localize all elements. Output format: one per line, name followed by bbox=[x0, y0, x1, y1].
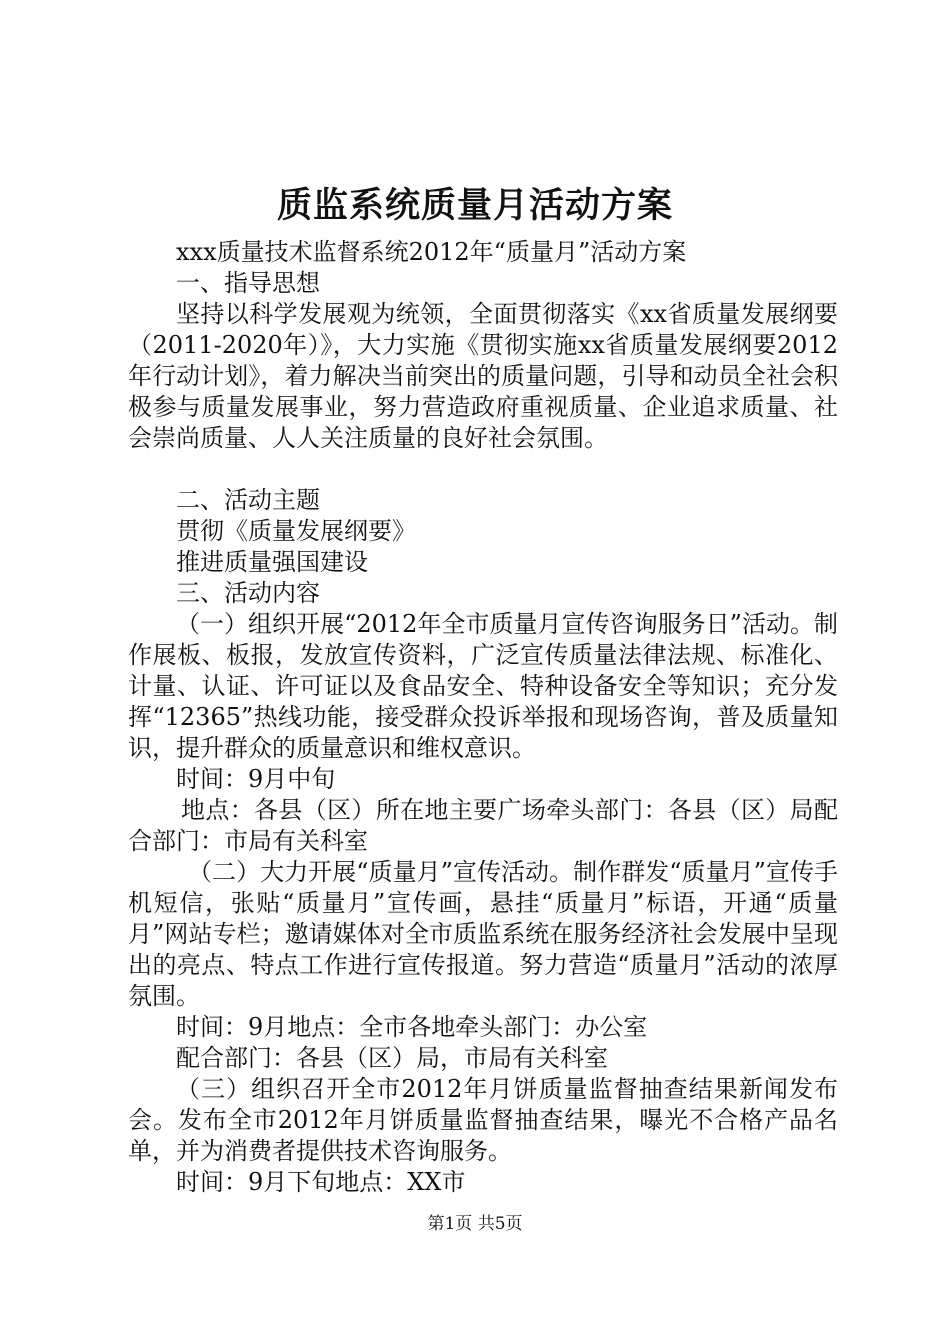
activity-2-departments: 配合部门：各县（区）局，市局有关科室 bbox=[176, 1044, 608, 1072]
activity-1-time: 时间：9月中旬 bbox=[176, 765, 336, 793]
activity-2-time-place: 时间：9月地点：全市各地牵头部门：办公室 bbox=[176, 1013, 648, 1041]
page-footer: 第1页 共5页 bbox=[427, 1214, 523, 1234]
paragraph-activity-1: （一）组织开展“2012年全市质量月宣传咨询服务日”活动。制作展板、板报，发放宣传资料，广泛宣传质量法律法规、标准化、计量、认证、许可证以及食品安全、特种设备安全等知识；充分发挥“12365”热线功能，接受群众投诉举报和现场咨询，普及质量知识，提升群众的质量意识和维权意识。 bbox=[128, 610, 838, 762]
section-heading-content: 三、活动内容 bbox=[176, 579, 320, 607]
theme-line-1: 贯彻《质量发展纲要》 bbox=[176, 517, 416, 545]
paragraph-activity-3: （三）组织召开全市2012年月饼质量监督抽查结果新闻发布会。发布全市2012年月饼质量监督抽查结果，曝光不合格产品名单，并为消费者提供技术咨询服务。 bbox=[128, 1075, 838, 1165]
activity-3-time-place: 时间：9月下旬地点：XX市 bbox=[176, 1168, 466, 1196]
paragraph-guiding-thought: 坚持以科学发展观为统领，全面贯彻落实《xx省质量发展纲要（2011-2020年）》，大力实施《贯彻实施xx省质量发展纲要2012年行动计划》，着力解决当前突出的质量问题，引导和动员全社会积极参与质量发展事业，努力营造政府重视质量、企业追求质量、社会崇尚质量、人人关注质量的良好社会氛围。 bbox=[128, 300, 838, 452]
paragraph-activity-2: （二）大力开展“质量月”宣传活动。制作群发“质量月”宣传手机短信，张贴“质量月”宣传画，悬挂“质量月”标语，开通“质量月”网站专栏；邀请媒体对全市质监系统在服务经济社会发展中呈现出的亮点、特点工作进行宣传报道。努力营造“质量月”活动的浓厚氛围。 bbox=[128, 858, 838, 1010]
document-title: 质监系统质量月活动方案 bbox=[276, 185, 673, 226]
blank-line bbox=[128, 454, 838, 485]
activity-1-place: 地点：各县（区）所在地主要广场牵头部门：各县（区）局配合部门：市局有关科室 bbox=[128, 796, 838, 855]
document-body bbox=[128, 237, 838, 1198]
section-heading-theme: 二、活动主题 bbox=[176, 486, 320, 514]
section-heading-guiding-thought: 一、指导思想 bbox=[176, 269, 320, 297]
theme-line-2: 推进质量强国建设 bbox=[176, 548, 368, 576]
subtitle-paragraph: xxx质量技术监督系统2012年“质量月”活动方案 bbox=[176, 238, 687, 266]
